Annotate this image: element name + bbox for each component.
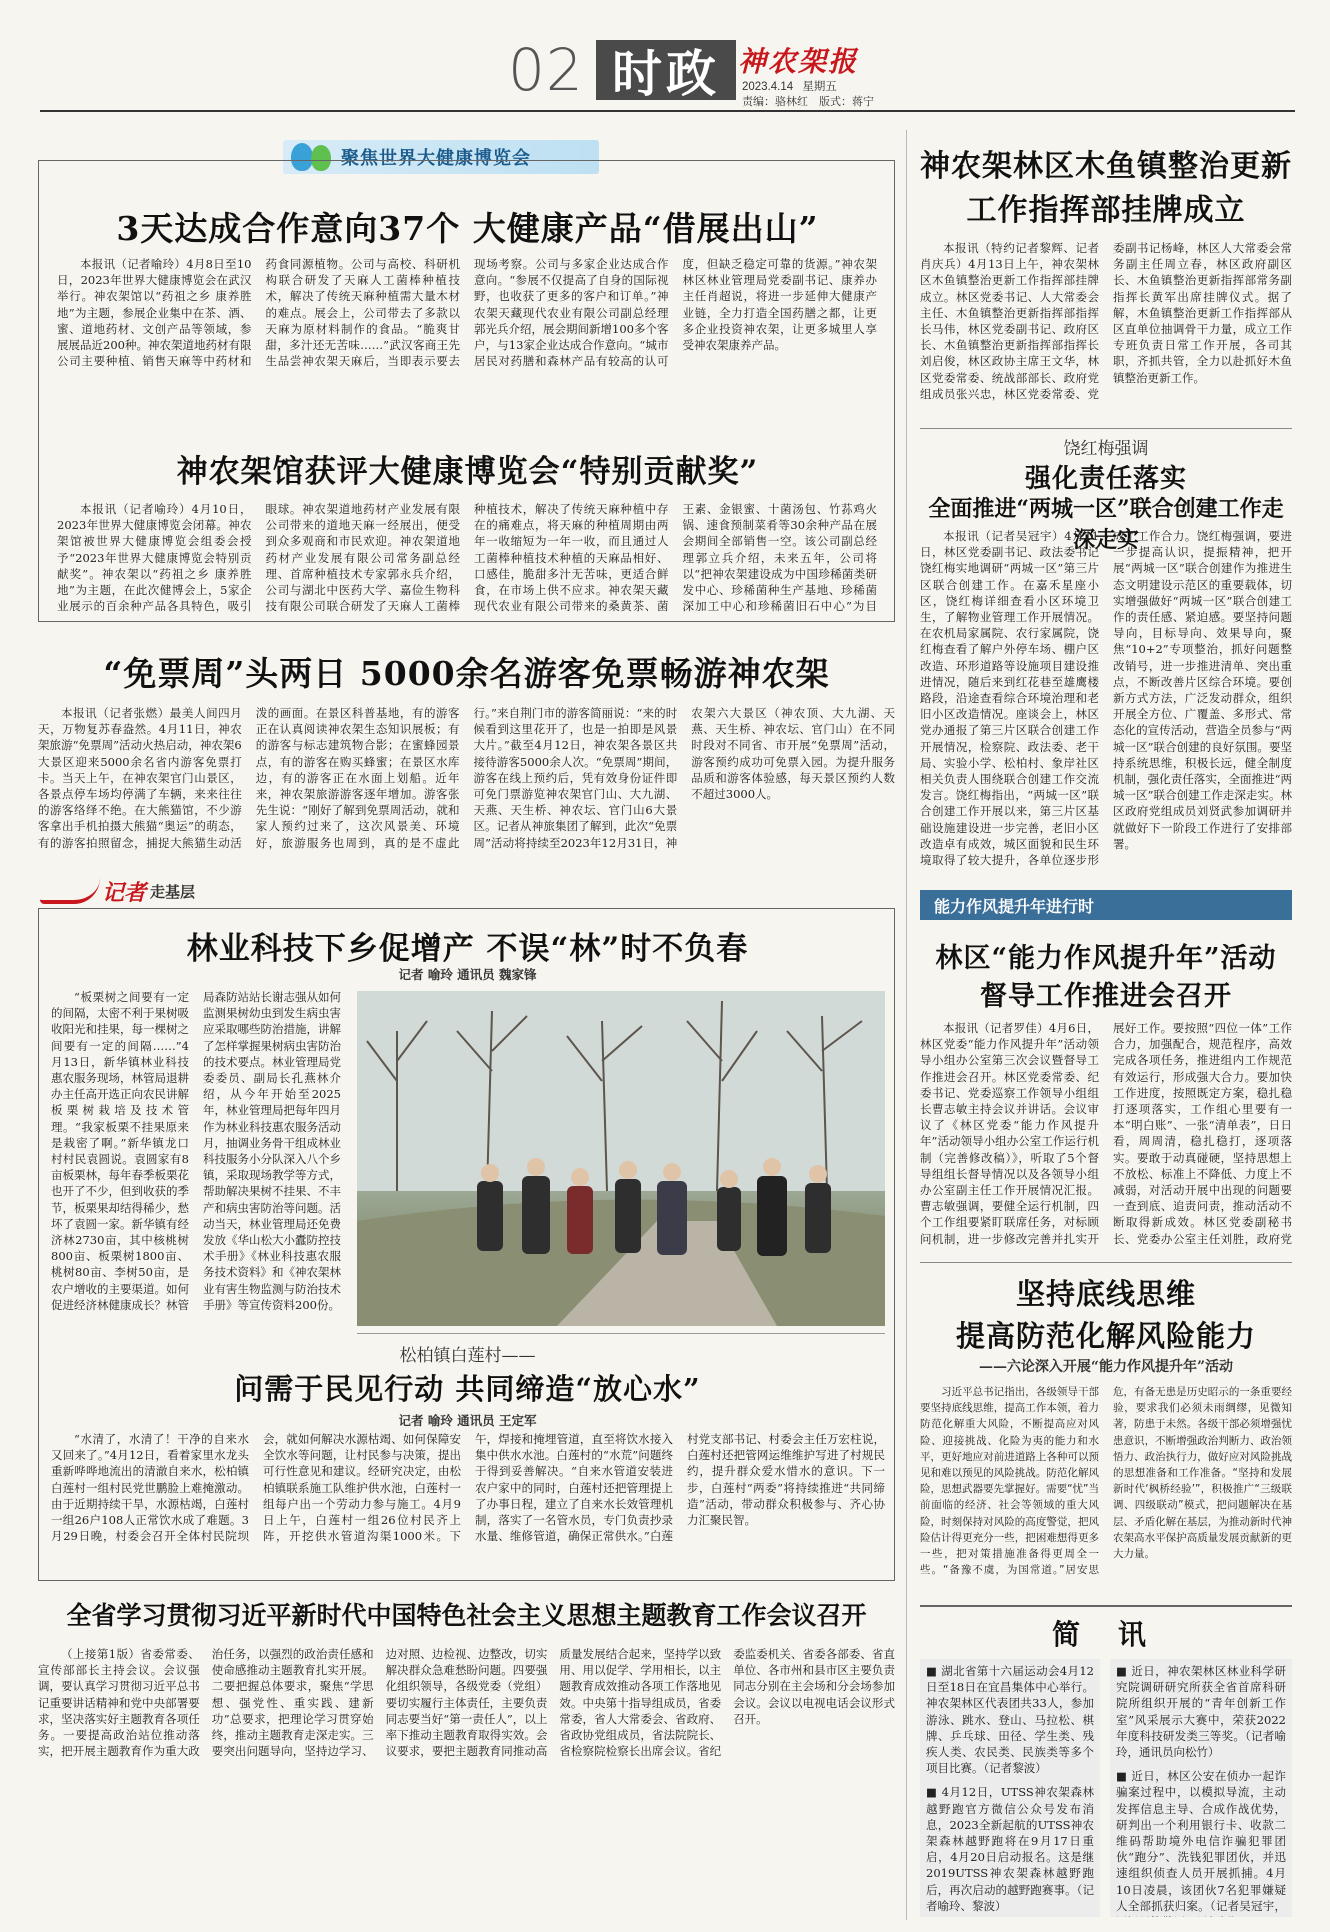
ability-article-text: 本报讯（记者罗佳）4月6日，林区党委“能力作风提升年”活动领导小组办公室第三次会议暨督导工作推进会召开。林区党委常委、纪委书记、党委巡察工作领导小组组长曹志敏主持会议并讲话。会议审议了《林区党委“能力作风提升年”活动领导小组办公室工作运行机制（完善修改稿）》，听取了5个督导组组长督导情况以及各领导小组办公室副主任工作开展情况汇报。曹志敏强调，要健全运行机制，四个工作组要紧盯联席任务，对标顾问机制，进一步修改完善并扎实开展好工作。要按照“四位一体”工作合力，加强配合，规范程序，高效完成各项任务，推进组内工作规范有效运行，形成强大合力。要加快工作进度，按照既定方案，稳扎稳打逐项落实，工作组心里要有一本“明白账”、一张“清单表”，日日看，周周清，稳扎稳打，逐项落实。要敢于动真碰硬，坚持思想上不放松、标准上不降低、力度上不减弱，对活动开展中出现的问题要一查到底、追责问责，推动活动不断取得新成效。林区党委副秘书长、党委办公室主任刘胜，政府党 [920,1021,1292,1246]
page-number: 02 [508,36,584,104]
ability-banner-text: 能力作风提升年进行时 [934,896,1095,916]
ticket-article [38,705,895,853]
brief-item-3: ■ 近日，神农架林区林业科学研究院调研研究所获全省首席科研院所组织开展的“青年创新工作室”风采展示大赛中，荣获2022年度科技研发类三等奖。（记者喻玲，通讯员向松竹） [1116,1664,1286,1760]
district-headline-2: 全面推进“两城一区”联合创建工作走深走实 [928,496,1284,553]
expo-headline-1: 3天达成合作意向37个 大健康产品“借展出山” [116,209,819,248]
conference-article-text: （上接第1版）省委常委、宣传部部长主持会议。会议强调，要认真学习贯彻习近平总书记重要讲话精神和党中央部署要求，坚决落实好主题教育各项任务。一要提高政治站位推动落实，把开展主题教育作为重大政治任务，以强烈的政治责任感和使命感推动主题教育扎实开展。二要把握总体要求，聚焦“学思想、强党性、重实践、建新功”总要求，把理论学习贯穿始终，推动主题教育走深走实。三要突出问题导向，坚持边学习、边对照、边检视、边整改，切实解决群众急难愁盼问题。四要强化组织领导，各级党委（党组）要切实履行主体责任，主要负责同志要当好“第一责任人”，以上率下推动主题教育取得实效。会议要求，要把主题教育同推动高质量发展结合起来，坚持学以致用、用以促学、学用相长，以主题教育成效推动各项工作落地见效。中央第十指导组成员，省委常委，省人大常委会、省政府、省政协党组成员，省法院院长、省检察院检察长出席会议。省纪委监委机关、省委各部委、省直单位、各市州和县市区主要负责同志分别在主会场和分会场参加会议。会议以电视电话会议形式召开。 [38,1647,895,1759]
paper-name: 神农架报 [738,45,859,78]
section-title [596,40,736,103]
ability-banner [920,890,1292,920]
issue-date: 2023.4.14 [742,81,794,93]
reporter-tag [40,872,240,912]
reporter-tag-b: 走基层 [150,883,196,901]
expo-banner-text: 聚焦世界大健康博览会 [341,148,531,169]
expo-article-1 [57,256,877,436]
forestry-article-text: “板栗树之间要有一定的间隔，太密不利于果树吸收阳光和挂果，每一棵树之间要有一定的间隔……”4月13日，新华镇林业科技惠农服务现场，林管局退耕办主任高开选正向农民讲解板栗树栽培及技术管理。“我家板栗不挂果原来是栽密了啊。”新华镇龙口村村民袁圆说。袁圆家有8亩板栗林，每年春季板栗花也开了不少，但到收获的季节，板栗果却结得稀少，愁坏了袁圆一家。新华镇有经济林2730亩，其中核桃树800亩、板栗树1800亩、桃树80亩、李树50亩，是农户增收的主要渠道。如何促进经济林健康成长？林管局森防站站长谢志强从如何监测果树幼虫到发生病虫害应采取哪些防治措施，讲解了怎样掌握果树病虫害防治的技术要点。林业管理局党委委员、副局长孔燕林介绍，从今年开始至2025年，林业管理局把每年四月作为林业科技惠农服务活动月，抽调业务骨干组成林业科技服务小分队深入八个乡镇，采取现场教学等方式，帮助解决果树不挂果、不丰产和病虫害防治等问题。活动当天，林业管理局还免费发放《华山松大小蠹防控技术手册》《林业科技惠农服务技术资料》和《神农架林业有害生物监测与防治技术手册》等宣传资料200份。 [51,990,341,1312]
briefs-title: 简 讯 [1052,1618,1160,1651]
editor-line: 责编：骆林红 版式：蒋宁 [742,96,874,108]
brief-item-4: ■ 近日，林区公安在侦办一起诈骗案过程中，以模拟导流，主动发挥信息主导、合成作战优势，研判出一个利用银行卡、收款二维码帮助境外电信诈骗犯罪团伙“跑分”、洗钱犯罪团伙，并迅速组织侦查人员开展抓捕。4月10日凌晨，该团伙7名犯罪嫌疑人全部抓获归案。（记者吴冠宇， [1116,1769,1286,1913]
brief-item-1: ■ 湖北省第十六届运动会4月12日至18日在宜昌集体中心举行。神农架林区代表团共33人，参加游泳、跳水、登山、马拉松、棋牌、乒乓球、田径、学生类、残疾人类、农民类、民族类等多个项目比赛。（记者黎波） [926,1664,1094,1776]
district-headline-1: 强化责任落实 [1024,464,1187,494]
town-headline: 神农架林区木鱼镇整治更新工作指挥部挂牌成立 [920,149,1292,228]
village-article [51,1431,885,1575]
reporter-tag-a: 记者 [102,880,147,906]
briefs-col-left [920,1659,1100,1917]
ability-headline-2: 督导工作推进会召开 [980,981,1232,1012]
brief-item-2: ■ 4月12日，UTSS神农架森林越野跑官方微信公众号发布消息，2023全新起航的UTSS神农架森林越野跑将在9月17日重启，4月20日启动报名。这是继2019UTSS神农架森林越野跑后，再次启动的越野跑赛事。（记者喻玲、黎波） [926,1785,1094,1913]
ability-rule [920,1262,1292,1263]
ticket-article-text: 本报讯（记者张燃）最美人间四月天，万物复苏春盎然。4月11日，神农架旅游“免票周”活动火热启动，神农架6大景区迎来5000余名省内游客免票打卡。当天上午，在神农架官门山景区，各景点停车场均停满了车辆，来来往往的游客络绎不绝。在大熊猫馆，不少游客拿出手机拍摄大熊猫“奥运”的萌态，有的游客拍照留念，捕捉大熊猫生动活泼的画面。在景区科普基地，有的游客正在认真阅读神农架生态知识展板；有的游客与标志建筑物合影；在蜜蜂园景点，有的游客在购买蜂蜜；在景区水库边，有的游客正在水面上划船。近年来，神农架旅游游客逐年增加。游客张先生说：“刚好了解到免票周活动，就和家人预约过来了，这次风景美、环境好，旅游服务也周到，真的是不虚此行。”来自荆门市的游客简丽说：“来的时候看到这里花开了，也是一拍即是风景大片。”截至4月12日，神农架各景区共接待游客5000余人次。“免票周”期间，游客在线上预约后，凭有效身份证件即可免门票游览神农架官门山、大九湖、天燕、天生桥、神农坛、官门山6大景区。记者从神旅集团了解到，此次“免票周”活动将持续至2023年12月31日，神农架六大景区（神农顶、大九湖、天燕、天生桥、神农坛、官门山）在不同时段对不同省、市开展“免票周”活动，游客预约成功可免票入园。为提升服务品质和游客体验感，每天景区预约人数不超过3000人。 [38,706,895,850]
forestry-rule [357,1333,885,1334]
expo-article-2 [57,501,877,615]
briefs-box [920,1605,1292,1917]
section-title-text: 时政 [612,44,720,103]
commentary-headline-1: 坚持底线思维 [1015,1277,1196,1311]
commentary-subtitle: ——六论深入开展“能力作风提升年”活动 [978,1359,1234,1375]
ability-article [920,1020,1292,1252]
forestry-photo [357,991,885,1326]
village-kicker: 松柏镇白莲村—— [399,1346,536,1366]
reporter-swoosh-icon [40,878,100,904]
district-article [920,528,1292,872]
village-article-text: “水清了，水清了！干净的自来水又回来了。”4月12日，看着家里水龙头重新哗哗地流出的清澈自来水，松柏镇白莲村一组村民党世鹏脸上难掩激动。由于近期持续干旱，水源枯竭，白莲村一组26户108人正常饮水成了难题。3月29日晚，村委会召开全体村民院坝会，就如何解决水源枯竭、如何保障安全饮水等问题，让村民参与决策，提出可行性意见和建议。经研究决定，由松柏镇联系施工队维护供水池，白莲村一组每户出一个劳动力参与施工。4月9日上午，白莲村一组26位村民齐上阵，开挖供水管道沟渠1000米。下午，焊接和掩埋管道，直至将饮水接入集中供水水池。白莲村的“水荒”问题终于得到妥善解决。“自来水管道安装进农户家中的同时，白莲村还把管理提上了办事日程，建立了自来水长效管理机制，落实了一名管水员，专门负责抄录水量、维修管道，确保正常供水。”白莲村党支部书记、村委会主任万宏柱说，白莲村还把管网运维维护写进了村规民约，提升群众爱水惜水的意识。下一步，白莲村“两委”将持续推进“共同缔造”活动，带动群众积极参与、齐心协力汇聚民智。 [51,1432,885,1544]
forestry-photo-scene [357,991,885,1326]
issue-weekday: 星期五 [802,81,837,93]
expo-article-2-text: 本报讯（记者喻玲）4月10日，2023年世界大健康博览会闭幕。神农架馆被世界大健康博览会组委会授予“2023年世界大健康博览会特别贡献奖”。神农架以“药祖之乡 康养胜地”为主题，在此次健博会上，5家企业展示的百余种产品各具特色，吸引眼球。神农架道地药材产业发展有限公司带来的道地天麻一经展出，便受到众多观商和市民欢迎。神农架道地药材产业发展有限公司常务副总经理、首席种植技术专家郭永兵介绍，公司与湖北中医药大学、嘉俭生物科技有限公司联合研发了天麻人工菌棒种植技术，解决了传统天麻种植中存在的痛难点，将天麻的种植周期由两年一收缩短为一年一收，而且通过人工菌棒种植技术种植的天麻品相好、口感佳，脆甜多汁无苦味，更适合鲜食，在市场上供不应求。神农架天藏现代农业有限公司带来的桑黄茶、菌王素、金银蜜、十菌汤包、竹荪鸡火锅、速食预制菜肴等30余种产品在展会期间全部销售一空。该公司副总经理郭立兵介绍，未来五年，公司将以“把神农架建设成为中国珍稀菌类研发中心、珍稀菌种生产基地、珍稀菌深加工中心和珍稀菌旧石中心”为目 [57,502,877,614]
conference-article [38,1646,895,1916]
town-article [920,240,1292,420]
forestry-byline: 记者 喻玲 通讯员 魏家锋 [398,967,537,982]
commentary-article-text: 习近平总书记指出，各级领导干部要坚持底线思维，提高工作本领，着力防范化解重大风险，不断提高应对风险、迎接挑战、化险为夷的能力和水平，更好地应对前进道路上各种可以预见和难以预见的风险挑战。防范化解风险，思想武器要先掌握好。需要“忧”当前面临的经济、社会等领域的重大风险，时刻保持对风险的高度警觉，把风险估计得更充分一些，把困难想得更多一些，把对策措施准备得更周全一些。“备豫不虞，为国常道。”居安思危，有备无患是历史昭示的一条重要经验，要求我们必须未雨绸缪，见微知著，防患于未然。各级干部必须增强忧患意识，不断增强政治判断力、政治领悟力、政治执行力，做好应对风险挑战的思想准备和工作准备。“坚持和发展新时代‘枫桥经验’”，积极推广“三级联调、四级联动”模式，把问题解决在基层、矛盾化解在基层，为推动新时代神农架高水平保护高质量发展贡献新的更大力量。 [920,1386,1292,1577]
town-article-text: 本报讯（特约记者黎辉、记者肖庆兵）4月13日上午，神农架林区木鱼镇整治更新工作指挥部挂牌成立。林区党委书记、人大常委会主任、木鱼镇整治更新指挥部指挥长马伟，林区党委副书记、政府区长、木鱼镇整治更新指挥部指挥长刘启俊，林区政协主席王文华，林区党委常委、统战部部长、政府党组成员张兴忠，林区党委常委、党委副书记杨峰，林区人大常委会常务副主任周立春，林区政府副区长、木鱼镇整治更新指挥部常务副指挥长黄军出席挂牌仪式。据了解，木鱼镇整治更新工作指挥部从区直单位抽调骨干力量，成立工作专班负责日常工作开展，各司其职，齐抓共管，全力以赴抓好木鱼镇整治更新工作。 [920,241,1292,401]
ability-headline-1: 林区“能力作风提升年”活动 [935,943,1277,974]
column-divider [906,130,907,1920]
expo-article-1-text: 本报讯（记者喻玲）4月8日至10日，2023年世界大健康博览会在武汉举行。神农架馆以“药祖之乡 康养胜地”为主题，参展企业集中在茶、酒、蜜、道地药材、文创产品等领域，参展展品近200种。神农架道地药材有限公司主要种植、销售天麻等中药材和药食同源植物。公司与高校、科研机构联合研发了天麻人工菌棒种植技术，解决了传统天麻种植需大量木材的难点。展会上，公司带去了多款以天麻为原材料制作的食品。“脆爽甘甜，多汁还无苦味……”武汉客商王先生品尝神农架天麻后，当即表示要去现场考察。公司与多家企业达成合作意向。“参展不仅提高了自身的国际视野，也收获了更多的客户和订单。”神农架天藏现代农业有限公司副总经理郭光兵介绍，展会期间新增100多个客户，与13家企业达成合作意向。“城市居民对药膳和森林产品有较高的认可度，但缺乏稳定可靠的货源。”神农架林区林业管理局党委副书记、康养办主任肖超说，将进一步延伸大健康产业链，全力打造全国药膳之都，让更多企业投资神农架，让更多城里人享受神农架康养产品。 [57,257,877,369]
expo-headline-2: 神农架馆获评大健康博览会“特别贡献奖” [176,454,759,490]
commentary-article [920,1384,1292,1594]
masthead [0,0,1330,112]
village-byline: 记者 喻玲 通讯员 王定军 [398,1413,537,1428]
district-kicker: 饶红梅强调 [1063,439,1149,459]
ticket-headline: “免票周”头两日 5000余名游客免票畅游神农架 [103,654,830,693]
briefs-col-right [1110,1659,1292,1917]
town-rule [920,428,1292,429]
district-article-text: 本报讯（记者吴冠宇）4月11日，林区党委副书记、政法委书记饶红梅实地调研“两城一区”第三片区联合创建工作。在嘉禾星座小区，饶红梅详细查看小区环境卫生，了解物业管理工作开展情况。在农机局家属院、农行家属院，饶红梅查看了解户外停车场、棚户区改造、环形道路等设施项目建设推进情况，随后来到红花巷至雄鹰楼路段，沿途查看综合环境治理和老旧小区改造情况。座谈会上，林区党办通报了第三片区联合创建工作开展情况，检察院、政法委、老干局、实验小学、松柏村、象岸社区相关负责人围绕联合创建工作交流发言。饶红梅指出，“两城一区”联合创建工作开展以来，第三片区基础设施建设进一步完善，老旧小区改造卓有成效，城区面貌和民生环境取得了较大提升，各单位逐步形成了工作合力。饶红梅强调，要进一步提高认识，提振精神，把开展“两城一区”联合创建作为推进生态文明建设示范区的重要载体，切实增强做好“两城一区”联合创建工作的责任感、紧迫感。要坚持问题导向，目标导向、效果导向，聚焦“10+2”专项整治，抓好问题整改销号，进一步推进清单、突出重点，不断改善片区综合环境。要创新方式方法，广泛发动群众，组织开展全方位、广覆盖、多形式、常态化的宣传活动，营造全员参与“两城一区”联合创建的良好氛围。要坚持系统思维，积极长远，健全制度机制，强化责任落实，全面推进“两城一区”联合创建工作走深走实。林区政府党组成员刘贤武参加调研并就做好下一阶段工作进行了安排部署。 [920,529,1292,868]
village-headline: 问需于民见行动 共同缔造“放心水” [234,1372,701,1406]
masthead-rule [40,110,1295,112]
reporter-section [38,908,895,1581]
forestry-headline: 林业科技下乡促增产 不误“林”时不负春 [186,931,749,967]
commentary-headline-2: 提高防范化解风险能力 [955,1319,1256,1353]
expo-section [38,160,895,622]
conference-headline: 全省学习贯彻习近平新时代中国特色社会主义思想主题教育工作会议召开 [66,1601,867,1630]
